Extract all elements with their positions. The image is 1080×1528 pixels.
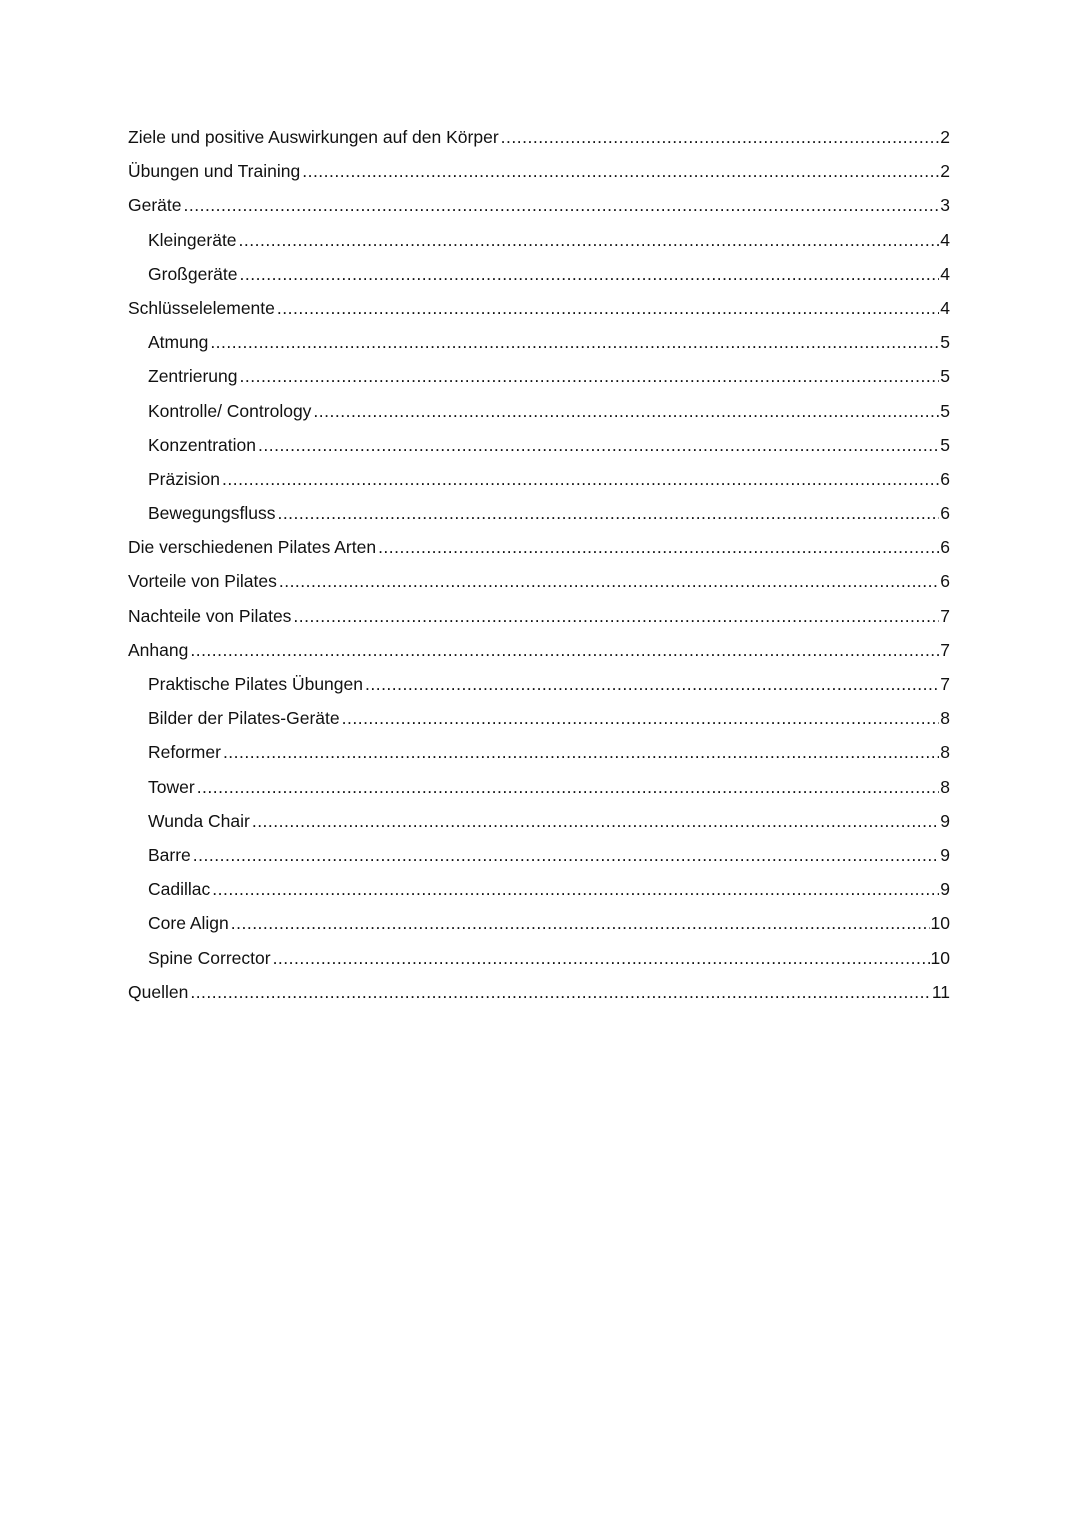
toc-entry[interactable] bbox=[128, 906, 950, 940]
toc-entry-title: Kontrolle/ Contrology bbox=[148, 400, 312, 421]
toc-entry-title: Zentrierung bbox=[148, 366, 238, 387]
toc-entry-title: Bilder der Pilates-Geräte bbox=[148, 708, 340, 729]
toc-entry-page-number: 10 bbox=[930, 913, 950, 934]
toc-entry-title: Quellen bbox=[128, 981, 189, 1002]
toc-entry-page-number: 4 bbox=[940, 229, 950, 250]
toc-entry-page-number: 4 bbox=[940, 297, 950, 318]
toc-entry[interactable] bbox=[128, 291, 950, 325]
toc-entry-page-number: 11 bbox=[931, 981, 950, 1002]
toc-dot-leader bbox=[197, 770, 940, 804]
toc-entry-title: Anhang bbox=[128, 639, 189, 660]
toc-entry-page-number: 2 bbox=[940, 127, 950, 147]
toc-dot-leader bbox=[231, 906, 930, 940]
toc-entry[interactable] bbox=[128, 804, 950, 838]
toc-entry-title: Geräte bbox=[128, 195, 182, 216]
toc-entry-title: Schlüsselelemente bbox=[128, 297, 275, 318]
toc-entry-page-number: 2 bbox=[940, 161, 950, 182]
toc-dot-leader bbox=[190, 975, 931, 1009]
toc-entry[interactable] bbox=[128, 223, 950, 257]
toc-dot-leader bbox=[277, 496, 939, 530]
toc-dot-leader bbox=[240, 359, 940, 393]
toc-dot-leader bbox=[252, 804, 939, 838]
toc-entry-title: Konzentration bbox=[148, 434, 256, 455]
toc-entry[interactable] bbox=[128, 633, 950, 667]
toc-dot-leader bbox=[223, 735, 939, 769]
toc-entry-title: Präzision bbox=[148, 468, 220, 489]
toc-dot-leader bbox=[222, 462, 939, 496]
toc-dot-leader bbox=[210, 325, 939, 359]
toc-entry-title: Großgeräte bbox=[148, 263, 238, 284]
toc-entry-title: Cadillac bbox=[148, 879, 211, 900]
toc-dot-leader bbox=[313, 394, 939, 428]
toc-dot-leader bbox=[279, 564, 939, 598]
toc-entry-page-number: 8 bbox=[940, 742, 950, 763]
toc-entry[interactable] bbox=[128, 701, 950, 735]
toc-entry[interactable] bbox=[128, 428, 950, 462]
toc-entry-title: Übungen und Training bbox=[128, 161, 301, 182]
toc-entry-title: Atmung bbox=[148, 332, 209, 353]
toc-entry[interactable] bbox=[128, 838, 950, 872]
toc-entry-title: Die verschiedenen Pilates Arten bbox=[128, 537, 377, 558]
toc-entry[interactable] bbox=[128, 154, 950, 188]
toc-entry-page-number: 7 bbox=[940, 674, 950, 694]
toc-entry[interactable] bbox=[128, 394, 950, 428]
toc-dot-leader bbox=[193, 838, 939, 872]
toc-entry[interactable] bbox=[128, 735, 950, 769]
toc-entry-page-number: 9 bbox=[940, 879, 950, 900]
toc-dot-leader bbox=[190, 633, 939, 667]
toc-entry[interactable] bbox=[128, 188, 950, 222]
toc-entry-title: Spine Corrector bbox=[148, 947, 271, 968]
toc-entry[interactable] bbox=[128, 599, 950, 633]
toc-entry-title: Bewegungsfluss bbox=[148, 503, 276, 524]
toc-entry-page-number: 6 bbox=[940, 468, 950, 489]
toc-entry-title: Praktische Pilates Übungen bbox=[148, 674, 363, 694]
toc-entry-page-number: 7 bbox=[940, 639, 950, 660]
toc-dot-leader bbox=[293, 599, 939, 633]
toc-dot-leader bbox=[239, 223, 940, 257]
toc-entry[interactable] bbox=[128, 359, 950, 393]
toc-entry[interactable] bbox=[128, 564, 950, 598]
toc-entry-page-number: 4 bbox=[940, 263, 950, 284]
toc-dot-leader bbox=[239, 257, 939, 291]
toc-entry-title: Barre bbox=[148, 844, 191, 865]
toc-entry-title: Reformer bbox=[148, 742, 221, 763]
toc-entry[interactable] bbox=[128, 496, 950, 530]
toc-entry-title: Vorteile von Pilates bbox=[128, 571, 277, 592]
toc-entry[interactable] bbox=[128, 462, 950, 496]
toc-entry[interactable] bbox=[128, 120, 950, 154]
toc-entry-page-number: 5 bbox=[940, 332, 950, 353]
toc-dot-leader bbox=[365, 667, 939, 701]
toc-entry-title: Ziele und positive Auswirkungen auf den Körper bbox=[128, 127, 499, 147]
toc-dot-leader bbox=[273, 941, 930, 975]
toc-entry-title: Core Align bbox=[148, 913, 229, 934]
toc-entry-title: Wunda Chair bbox=[148, 810, 250, 831]
toc-entry-page-number: 9 bbox=[940, 844, 950, 865]
toc-entry-page-number: 9 bbox=[940, 810, 950, 831]
toc-entry-page-number: 8 bbox=[940, 776, 950, 797]
toc-entry-page-number: 8 bbox=[940, 708, 950, 729]
toc-entry[interactable] bbox=[128, 770, 950, 804]
toc-entry-page-number: 5 bbox=[940, 400, 950, 421]
toc-entry-page-number: 6 bbox=[940, 503, 950, 524]
toc-entry-page-number: 6 bbox=[940, 537, 950, 558]
toc-dot-leader bbox=[212, 872, 939, 906]
toc-entry-page-number: 5 bbox=[940, 366, 950, 387]
toc-entry-page-number: 6 bbox=[940, 571, 950, 592]
toc-entry[interactable] bbox=[128, 941, 950, 975]
table-of-contents bbox=[128, 120, 950, 1009]
toc-entry-title: Tower bbox=[148, 776, 195, 797]
toc-entry-title: Kleingeräte bbox=[148, 229, 237, 250]
toc-entry[interactable] bbox=[128, 975, 950, 1009]
toc-entry-title: Nachteile von Pilates bbox=[128, 605, 292, 626]
toc-entry[interactable] bbox=[128, 667, 950, 701]
toc-dot-leader bbox=[184, 188, 940, 222]
toc-entry[interactable] bbox=[128, 872, 950, 906]
toc-dot-leader bbox=[501, 120, 940, 154]
toc-entry[interactable] bbox=[128, 530, 950, 564]
toc-dot-leader bbox=[342, 701, 940, 735]
toc-dot-leader bbox=[258, 428, 939, 462]
toc-entry-page-number: 3 bbox=[940, 195, 950, 216]
toc-entry-page-number: 7 bbox=[940, 605, 950, 626]
toc-entry[interactable] bbox=[128, 257, 950, 291]
toc-entry-page-number: 10 bbox=[930, 947, 950, 968]
toc-entry-page-number: 5 bbox=[940, 434, 950, 455]
toc-entry[interactable] bbox=[128, 325, 950, 359]
toc-dot-leader bbox=[378, 530, 939, 564]
toc-dot-leader bbox=[277, 291, 939, 325]
toc-dot-leader bbox=[302, 154, 939, 188]
